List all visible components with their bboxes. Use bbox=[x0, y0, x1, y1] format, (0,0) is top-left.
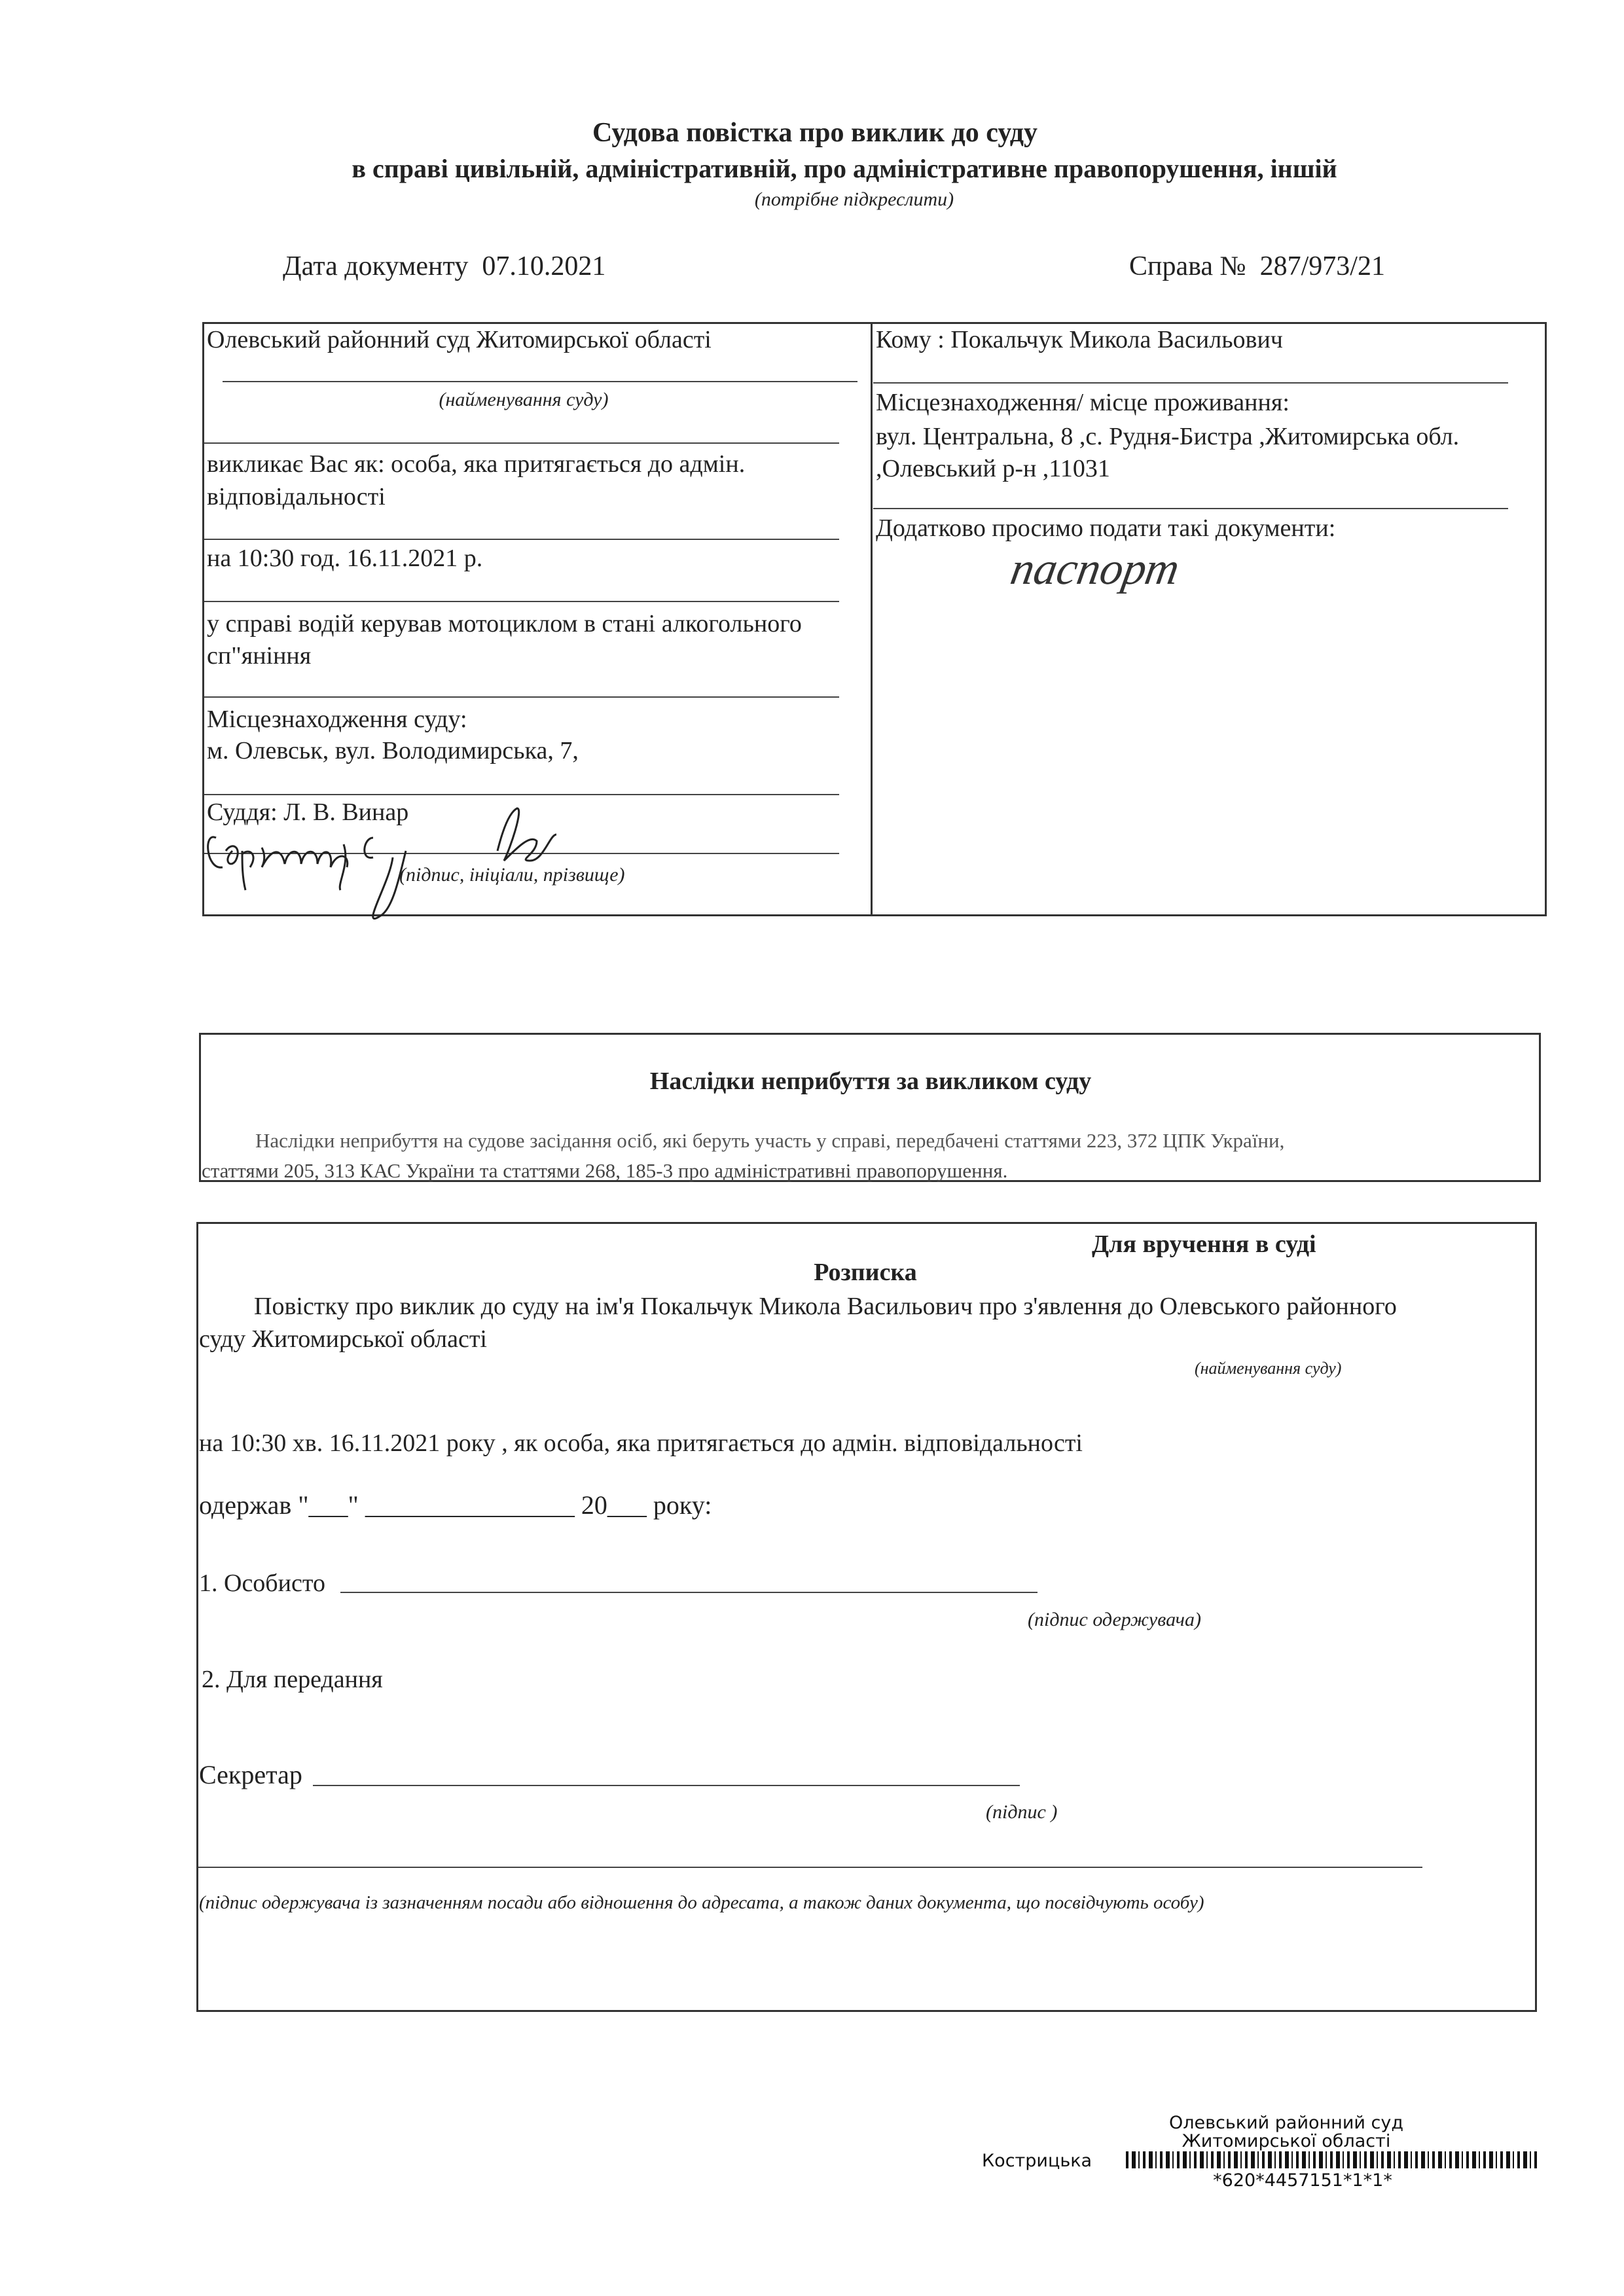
additional-docs-label: Додатково просимо подати такі документи: bbox=[876, 514, 1336, 542]
summons-as: викликає Вас як: особа, яка притягається до адмін. bbox=[207, 450, 746, 478]
column-divider bbox=[871, 322, 873, 916]
recipient-details-line[interactable] bbox=[198, 1867, 1422, 1868]
consequences-title: Наслідки неприбуття за викликом суду bbox=[649, 1067, 1092, 1095]
secretary-signature-caption: (підпис ) bbox=[986, 1801, 1058, 1823]
divider bbox=[204, 539, 839, 540]
recipient-signature-caption: (підпис одержувача) bbox=[1028, 1609, 1201, 1630]
court-location: м. Олевськ, вул. Володимирська, 7, bbox=[207, 737, 579, 764]
personally-signature-line[interactable] bbox=[340, 1592, 1038, 1593]
recipient-address-cont: ,Олевський р-н ,11031 bbox=[876, 455, 1110, 482]
secretary-label: Секретар bbox=[199, 1760, 302, 1789]
handwritten-docs: паспорт bbox=[1007, 544, 1183, 594]
divider bbox=[204, 794, 839, 795]
divider bbox=[873, 508, 1508, 509]
document-title: Судова повістка про виклик до суду bbox=[592, 118, 1038, 148]
receipt-text: Повістку про виклик до суду на ім'я Покальчук Микола Васильович про з'явлення до Олевського районного bbox=[254, 1293, 1397, 1320]
personally-label: 1. Особисто bbox=[199, 1570, 325, 1597]
secretary-signature-line[interactable] bbox=[313, 1785, 1020, 1786]
receipt-court-caption: (найменування суду) bbox=[1195, 1359, 1342, 1378]
received-date-line: одержав "___" ________________ 20___ року: bbox=[199, 1490, 712, 1520]
divider bbox=[223, 381, 857, 382]
for-transfer-label: 2. Для передання bbox=[202, 1666, 383, 1693]
barcode bbox=[1126, 2151, 1540, 2168]
document-date bbox=[283, 253, 605, 280]
judge-name: Суддя: Л. В. Винар bbox=[207, 798, 409, 826]
recipient-address: вул. Центральна, 8 ,с. Рудня-Бистра ,Житомирська обл. bbox=[876, 423, 1460, 450]
stamp-court-line1: Олевський районний суд bbox=[1168, 2113, 1404, 2133]
case-description: у справі водій керував мотоциклом в стані алкогольного bbox=[207, 610, 802, 637]
residence-label: Місцезнаходження/ місце проживання: bbox=[876, 389, 1290, 416]
consequences-text-cont: статтями 205, 313 КАС України та статтями 268, 185-3 про адміністративні правопорушення. bbox=[202, 1159, 1008, 1182]
clerk-name: Кострицька bbox=[982, 2151, 1092, 2171]
recipient-name: Кому : Покальчук Микола Васильович bbox=[876, 326, 1283, 353]
handwritten-signature bbox=[203, 798, 740, 949]
case-description-cont: сп"яніння bbox=[207, 642, 312, 670]
for-court-label: Для вручення в суді bbox=[1092, 1230, 1316, 1258]
receipt-title: Розписка bbox=[814, 1259, 917, 1286]
receipt-datetime: на 10:30 хв. 16.11.2021 року , як особа, яка притягається до адмін. відповідальності bbox=[199, 1429, 1083, 1457]
summons-as-cont: відповідальності bbox=[207, 483, 386, 511]
underline-note: (потрібне підкреслити) bbox=[754, 188, 954, 210]
recipient-details-caption: (підпис одержувача із зазначенням посади або відношення до адресата, а також даних документа, що посвідчують особу) bbox=[199, 1892, 1204, 1913]
consequences-text: Наслідки неприбуття на судове засідання осіб, які беруть участь у справі, передбачені статтями 223, 372 ЦПК України, bbox=[255, 1129, 1285, 1152]
case-number-value: 287/973/21 bbox=[1259, 251, 1385, 281]
doc-date-label: Дата документу bbox=[283, 251, 469, 281]
barcode-number: *620*4457151*1*1* bbox=[1213, 2170, 1392, 2191]
court-location-label: Місцезнаходження суду: bbox=[207, 706, 467, 733]
case-label: Справа № bbox=[1129, 251, 1246, 281]
stamp-court-line2: Житомирської області bbox=[1182, 2131, 1391, 2151]
court-name: Олевський районний суд Житомирської області bbox=[207, 326, 712, 353]
signature-caption: (підпис, ініціали, прізвище) bbox=[399, 864, 625, 886]
document-subtitle: в справі цивільній, адміністративній, про адміністративне правопорушення, іншій bbox=[352, 154, 1337, 183]
divider bbox=[204, 601, 839, 602]
divider bbox=[873, 382, 1508, 384]
court-name-caption: (найменування суду) bbox=[439, 389, 609, 410]
divider bbox=[204, 696, 839, 698]
case-number bbox=[1129, 253, 1385, 280]
divider bbox=[204, 442, 839, 444]
receipt-text-cont: суду Житомирської області bbox=[199, 1325, 487, 1353]
doc-date-value: 07.10.2021 bbox=[482, 251, 606, 281]
hearing-datetime: на 10:30 год. 16.11.2021 р. bbox=[207, 545, 483, 572]
